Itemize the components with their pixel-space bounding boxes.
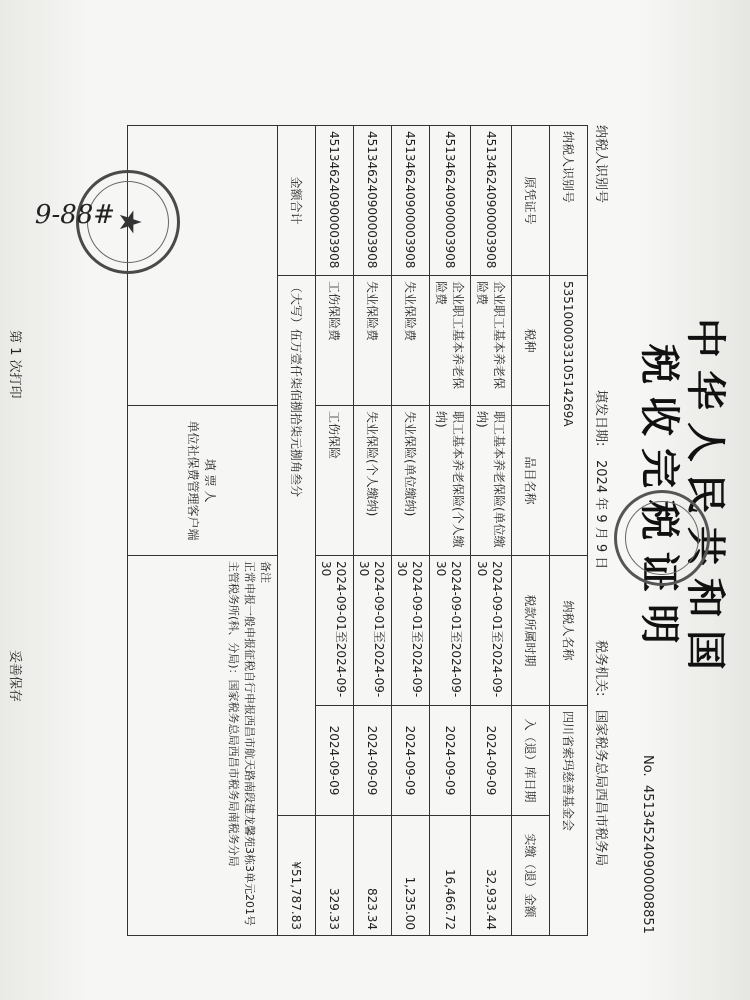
total-label: 金额合计 (278, 126, 316, 276)
tax-period: 2024-09-01至2024-09-30 (354, 556, 392, 706)
col-header: 税种 (512, 276, 550, 406)
tax-type: 企业职工基本养老保险费 (471, 276, 512, 406)
certificate-no-label: No. (640, 755, 655, 777)
amount: 329.33 (316, 816, 354, 936)
payment-date: 2024-09-09 (316, 706, 354, 816)
item-name: 失业保险(个人缴纳) (354, 406, 392, 556)
table-row (316, 126, 354, 936)
amount: 823.34 (354, 816, 392, 936)
print-count: 第 1 次打印 (7, 330, 22, 399)
taxpayer-name: 四川省索玛慈善基金会 (550, 706, 588, 936)
fill-date-label: 填发日期: (593, 390, 608, 447)
item-name: 工伤保险 (316, 406, 354, 556)
item-name: 职工基本养老保险(单位缴纳) (471, 406, 512, 556)
filler-sub: 单位社保费管理客户端 (186, 420, 201, 541)
voucher-no: 451346240900003908 (354, 126, 392, 276)
tax-period: 2024-09-01至2024-09-30 (430, 556, 471, 706)
item-name: 职工基本养老保险(个人缴纳) (430, 406, 471, 556)
certificate-no-value: 451345240900008851 (640, 785, 655, 934)
supervision-seal (614, 490, 710, 586)
amount: 1,235.00 (392, 816, 430, 936)
tax-office-label: 税务机关: (593, 640, 608, 697)
tax-period: 2024-09-01至2024-09-30 (471, 556, 512, 706)
handwritten-note: 9-88# (34, 200, 116, 231)
tax-table (127, 125, 588, 936)
col-header: 品目名称 (512, 406, 550, 556)
table-header-row (512, 126, 550, 936)
voucher-no: 451346240900003908 (392, 126, 430, 276)
taxpayer-row (550, 126, 588, 936)
total-words: （大写）伍万壹仟柒佰捌拾柒元捌角叁分 (278, 276, 316, 816)
total-row (278, 126, 316, 936)
tax-type: 工伤保险费 (316, 276, 354, 406)
payment-date: 2024-09-09 (354, 706, 392, 816)
taxpayer-name-label: 纳税人名称 (550, 556, 588, 706)
tax-type: 企业职工基本养老保险费 (430, 276, 471, 406)
filler-label: 填 票 人 (203, 458, 218, 503)
payment-date: 2024-09-09 (471, 706, 512, 816)
tax-office: 国家税务总局西昌市税务局 (593, 710, 608, 867)
tax-type: 失业保险费 (392, 276, 430, 406)
table-row (471, 126, 512, 936)
voucher-no: 451346240900003908 (316, 126, 354, 276)
fill-date: 2024 年 9 月 9 日 (593, 460, 608, 570)
table-row (430, 126, 471, 936)
title-line-1: 中华人民共和国 (682, 318, 729, 682)
filler-cell (128, 406, 278, 556)
voucher-no: 451346240900003908 (430, 126, 471, 276)
payment-date: 2024-09-09 (392, 706, 430, 816)
col-header: 税款所属时期 (512, 556, 550, 706)
keep-note: 妥善保存 (7, 650, 22, 703)
seal-inner-ring (625, 501, 699, 575)
tax-certificate-page (0, 50, 750, 950)
tax-type: 失业保险费 (354, 276, 392, 406)
col-header: 原凭证号 (512, 126, 550, 276)
voucher-no: 451346240900003908 (471, 126, 512, 276)
tax-period: 2024-09-01至2024-09-30 (392, 556, 430, 706)
col-header: 入（退）库日期 (512, 706, 550, 816)
title-line-2: 税收完税证明 (636, 344, 683, 656)
table-row (354, 126, 392, 936)
amount: 16,466.72 (430, 816, 471, 936)
item-name: 失业保险(单位缴纳) (392, 406, 430, 556)
total-amount: ¥51,787.83 (278, 816, 316, 936)
amount: 32,933.44 (471, 816, 512, 936)
taxpayer-id-cell-label: 纳税人识别号 (550, 126, 588, 276)
taxpayer-id-cell: 53510000331051426​9A (550, 276, 588, 556)
taxpayer-id-label: 纳税人识别号 (593, 125, 608, 204)
tax-period: 2024-09-01至2024-09-30 (316, 556, 354, 706)
table-row (392, 126, 430, 936)
remarks: 备注 正常申报一般申报征税自行申报西昌市航天路南段建龙馨苑3栋3单元201号 主管税务所(科、分局)：国家税务总局西昌市税务局南税务分局 (128, 556, 278, 936)
payment-date: 2024-09-09 (430, 706, 471, 816)
star-icon: ★ (112, 208, 147, 236)
col-header: 实缴（退）金额 (512, 816, 550, 936)
